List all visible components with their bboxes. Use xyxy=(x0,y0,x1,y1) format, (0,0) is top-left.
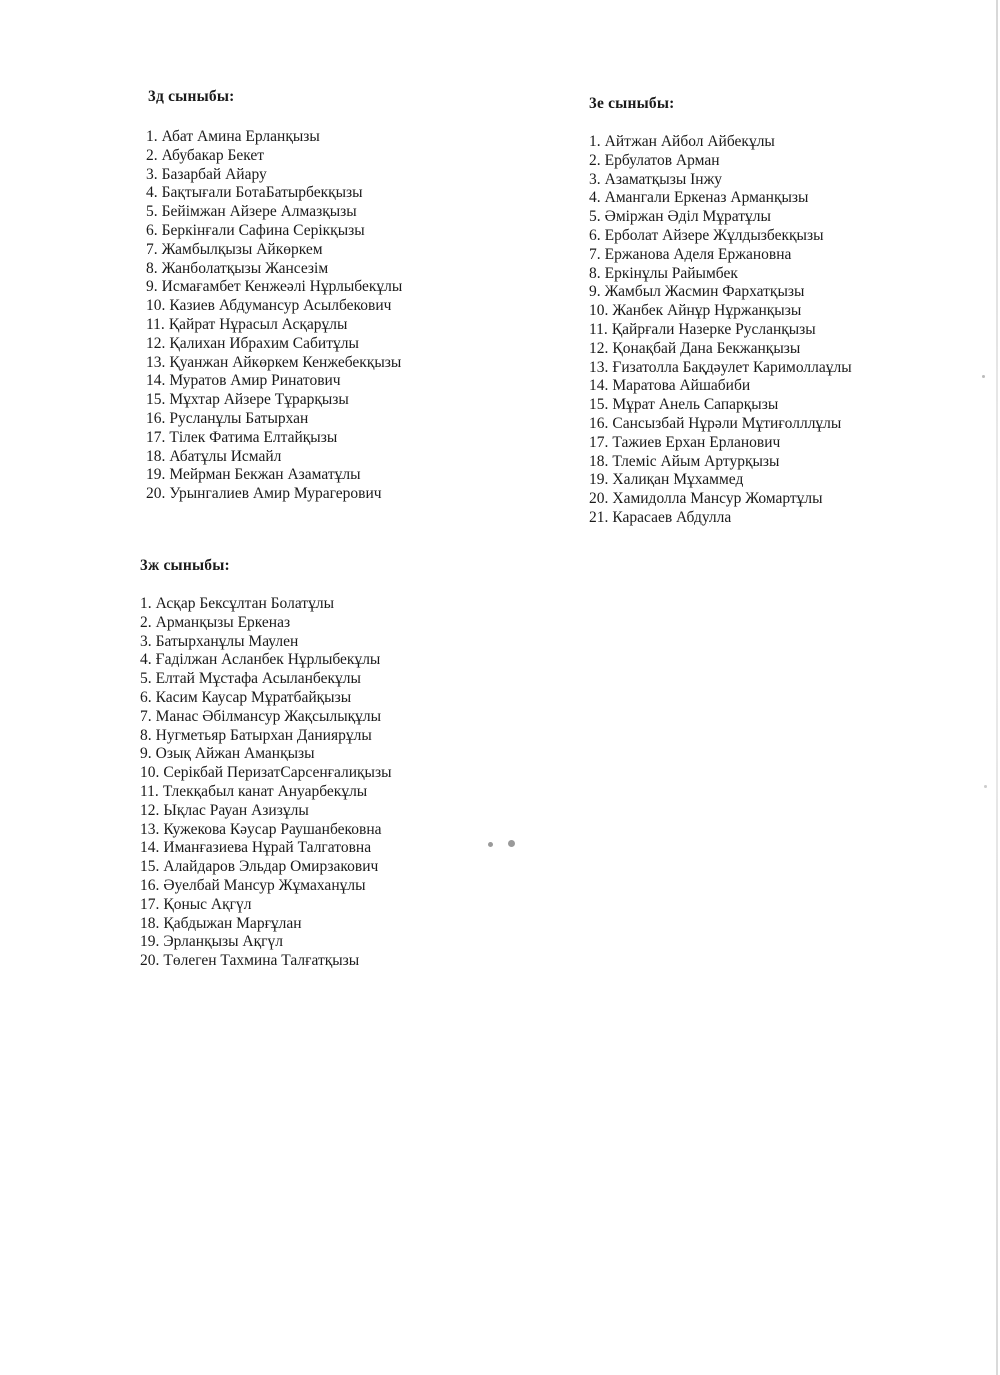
student-number: 5. xyxy=(140,670,152,688)
student-number: 9. xyxy=(140,745,152,763)
list-item xyxy=(589,133,852,152)
list-item xyxy=(589,227,852,246)
student-name: Еркінұлы Райымбек xyxy=(604,264,738,282)
student-number: 19. xyxy=(146,466,166,484)
list-item xyxy=(146,335,402,354)
student-name: Исмағамбет Кенжеәлі Нұрлыбекұлы xyxy=(161,278,403,296)
student-number: 14. xyxy=(140,839,160,857)
list-item xyxy=(140,708,392,727)
student-name: Асқар Бексұлтан Болатұлы xyxy=(155,595,334,612)
student-name: Кужекова Кәусар Раушанбековна xyxy=(163,820,382,838)
student-name: Сансызбай Нұрәли Мұтиғолллұлы xyxy=(612,414,842,432)
list-item xyxy=(589,359,852,378)
student-name: Ғизатолла Бақдәулет Каримоллаұлы xyxy=(612,358,852,376)
list-item xyxy=(140,651,392,670)
list-item xyxy=(140,745,392,764)
student-number: 14. xyxy=(146,372,166,390)
student-name: Абубакар Бекет xyxy=(161,146,265,164)
list-item xyxy=(140,915,392,934)
student-name: Қабдыжан Марғұлан xyxy=(163,914,302,932)
list-item xyxy=(146,429,402,448)
class-heading-3zh: 3ж сыныбы: xyxy=(140,557,230,574)
list-item xyxy=(146,354,402,373)
student-name: Озық Айжан Аманқызы xyxy=(155,745,315,763)
student-name: Маратова Айшабиби xyxy=(612,377,751,395)
list-item xyxy=(146,466,402,485)
student-name: Манас Әбілмансур Жақсылықұлы xyxy=(155,707,382,725)
student-number: 12. xyxy=(140,801,160,819)
student-number: 2. xyxy=(146,146,158,164)
list-item xyxy=(140,802,392,821)
student-number: 4. xyxy=(146,184,158,202)
student-name: Елтай Мұстафа Асыланбекұлы xyxy=(155,670,361,688)
list-item xyxy=(146,203,402,222)
list-item xyxy=(146,222,402,241)
scan-speck xyxy=(982,375,985,378)
list-item xyxy=(140,689,392,708)
student-number: 18. xyxy=(589,452,609,470)
student-number: 13. xyxy=(140,820,160,838)
student-name: Айтжан Айбол Айбекұлы xyxy=(604,133,775,150)
student-name: Мұхтар Айзере Тұрарқызы xyxy=(169,391,349,409)
student-name: Ғаділжан Асланбек Нұрлыбекұлы xyxy=(155,651,381,669)
student-name: Тлекқабыл канат Ануарбекұлы xyxy=(162,782,368,800)
student-number: 20. xyxy=(140,952,160,970)
list-item xyxy=(140,933,392,952)
student-number: 18. xyxy=(140,914,160,932)
list-item xyxy=(140,896,392,915)
list-item xyxy=(140,783,392,802)
student-number: 17. xyxy=(146,428,166,446)
student-number: 10. xyxy=(146,297,166,315)
student-number: 16. xyxy=(589,414,609,432)
student-number: 1. xyxy=(140,595,152,612)
student-name: Эрланқызы Ақгүл xyxy=(163,933,283,951)
student-name: Ербулатов Арман xyxy=(604,151,720,169)
list-item xyxy=(146,260,402,279)
student-name: Абат Амина Ерланқызы xyxy=(161,128,320,145)
list-item xyxy=(589,415,852,434)
student-name: Базарбай Айару xyxy=(161,165,267,183)
student-name: Халиқан Мұхаммед xyxy=(612,471,744,489)
student-number: 15. xyxy=(140,858,160,876)
list-item xyxy=(146,485,402,504)
list-item xyxy=(589,283,852,302)
student-number: 17. xyxy=(589,433,609,451)
list-item xyxy=(589,189,852,208)
student-name: Қоныс Ақгүл xyxy=(163,895,252,913)
student-number: 18. xyxy=(146,447,166,465)
student-name: Алайдаров Эльдар Омирзакович xyxy=(163,858,379,876)
student-name: Мұрат Анель Сапарқызы xyxy=(612,396,779,414)
list-item xyxy=(146,128,402,147)
student-name: Жанбек Айнұр Нұржанқызы xyxy=(612,302,802,320)
student-name: Тажиев Ерхан Ерланович xyxy=(612,433,781,451)
student-number: 3. xyxy=(140,632,152,650)
list-item xyxy=(140,614,392,633)
student-number: 4. xyxy=(589,189,601,207)
student-number: 14. xyxy=(589,377,609,395)
list-item xyxy=(146,278,402,297)
class-heading-3d: 3д сыныбы: xyxy=(148,88,235,105)
list-item xyxy=(146,147,402,166)
student-name: Төлеген Тахмина Талғатқызы xyxy=(163,952,360,970)
list-item xyxy=(589,246,852,265)
list-item xyxy=(140,633,392,652)
student-number: 16. xyxy=(140,876,160,894)
list-item xyxy=(589,321,852,340)
list-item xyxy=(146,410,402,429)
student-name: Арманқызы Еркеназ xyxy=(155,613,291,631)
student-number: 12. xyxy=(589,339,609,357)
student-name: Иманғазиева Нұрай Талгатовна xyxy=(163,839,372,857)
list-item xyxy=(140,764,392,783)
student-number: 1. xyxy=(146,128,158,145)
list-item xyxy=(589,265,852,284)
student-name: Тлеміс Айым Артурқызы xyxy=(612,452,780,470)
student-name: Амангали Еркеназ Арманқызы xyxy=(604,189,809,207)
student-number: 12. xyxy=(146,334,166,352)
list-item xyxy=(589,171,852,190)
list-item xyxy=(589,453,852,472)
scan-speck xyxy=(508,840,515,847)
student-name: Бейімжан Айзере Алмазқызы xyxy=(161,203,357,221)
student-name: Абатұлы Исмайл xyxy=(169,447,282,465)
scan-speck xyxy=(984,785,987,788)
list-item xyxy=(589,302,852,321)
student-name: Қалихан Ибрахим Сабитұлы xyxy=(169,334,359,352)
student-name: Беркінғали Сафина Серікқызы xyxy=(161,221,365,239)
student-name: Қонақбай Дана Бекжанқызы xyxy=(612,339,801,357)
student-name: Батырханұлы Маулен xyxy=(155,632,299,650)
list-item xyxy=(140,877,392,896)
student-name: Қайрат Нұрасыл Асқарұлы xyxy=(168,315,348,333)
list-item xyxy=(146,448,402,467)
student-name: Касим Каусар Мұратбайқызы xyxy=(155,688,352,706)
student-name: Нугметьяр Батырхан Даниярұлы xyxy=(155,726,372,744)
student-name: Хамидолла Мансур Жомартұлы xyxy=(612,490,823,508)
list-item xyxy=(140,595,392,614)
student-name: Әміржан Әділ Мұратұлы xyxy=(604,208,771,226)
student-number: 20. xyxy=(589,490,609,508)
list-item xyxy=(589,152,852,171)
student-name: Бақтығали БотаБатырбекқызы xyxy=(161,184,363,202)
student-number: 10. xyxy=(140,764,160,782)
class-block-3zh xyxy=(140,557,392,971)
student-name: Карасаев Абдулла xyxy=(612,508,732,526)
student-name: Урынгалиев Амир Мурагерович xyxy=(169,485,382,503)
student-number: 4. xyxy=(140,651,152,669)
student-number: 3. xyxy=(146,165,158,183)
student-name: Азаматқызы Інжу xyxy=(604,170,723,188)
student-number: 17. xyxy=(140,895,160,913)
student-number: 15. xyxy=(589,396,609,414)
student-number: 13. xyxy=(589,358,609,376)
student-name: Казиев Абдумансур Асылбекович xyxy=(169,297,392,315)
student-number: 9. xyxy=(589,283,601,301)
student-name: Русланұлы Батырхан xyxy=(169,409,309,427)
list-item xyxy=(146,166,402,185)
student-number: 19. xyxy=(140,933,160,951)
student-name: Ерболат Айзере Жұлдызбекқызы xyxy=(604,226,824,244)
student-number: 15. xyxy=(146,391,166,409)
student-name: Серікбай ПеризатСарсенғалиқызы xyxy=(163,764,392,782)
student-name: Қайрғали Назерке Русланқызы xyxy=(611,320,816,338)
student-list-3d xyxy=(146,128,402,504)
student-number: 10. xyxy=(589,302,609,320)
list-item xyxy=(589,208,852,227)
student-name: Жамбылқызы Айкөркем xyxy=(161,240,323,258)
student-number: 16. xyxy=(146,409,166,427)
list-item xyxy=(140,839,392,858)
student-number: 7. xyxy=(140,707,152,725)
student-number: 6. xyxy=(146,221,158,239)
student-number: 6. xyxy=(589,226,601,244)
student-name: Мейрман Бекжан Азаматұлы xyxy=(169,466,361,484)
list-item xyxy=(140,727,392,746)
student-number: 8. xyxy=(140,726,152,744)
list-item xyxy=(589,471,852,490)
scan-speck xyxy=(488,842,493,847)
student-number: 5. xyxy=(146,203,158,221)
list-item xyxy=(140,952,392,971)
student-number: 13. xyxy=(146,353,166,371)
list-item xyxy=(140,821,392,840)
student-name: Ержанова Аделя Ержановна xyxy=(604,245,792,263)
student-number: 21. xyxy=(589,508,609,526)
student-number: 1. xyxy=(589,133,601,150)
student-number: 19. xyxy=(589,471,609,489)
list-item xyxy=(589,490,852,509)
scan-edge-line xyxy=(996,0,998,1375)
list-item xyxy=(146,391,402,410)
class-block-3e xyxy=(589,95,852,528)
list-item xyxy=(589,396,852,415)
student-name: Тілек Фатима Елтайқызы xyxy=(169,428,338,446)
student-number: 2. xyxy=(589,151,601,169)
student-name: Жамбыл Жасмин Фархатқызы xyxy=(604,283,805,301)
list-item xyxy=(146,297,402,316)
student-number: 11. xyxy=(146,315,165,333)
class-block-3d xyxy=(148,88,402,504)
list-item xyxy=(589,377,852,396)
list-item xyxy=(589,434,852,453)
student-number: 8. xyxy=(589,264,601,282)
student-number: 20. xyxy=(146,485,166,503)
list-item xyxy=(140,670,392,689)
class-heading-3e: 3е сыныбы: xyxy=(589,95,675,112)
student-name: Муратов Амир Ринатович xyxy=(169,372,341,390)
student-number: 7. xyxy=(589,245,601,263)
student-number: 7. xyxy=(146,240,158,258)
student-number: 3. xyxy=(589,170,601,188)
list-item xyxy=(146,372,402,391)
student-number: 6. xyxy=(140,688,152,706)
student-name: Жанболатқызы Жансезім xyxy=(161,259,329,277)
student-list-3zh xyxy=(140,595,392,971)
student-name: Ықлас Рауан Азизұлы xyxy=(163,801,309,819)
student-number: 11. xyxy=(140,782,159,800)
list-item xyxy=(589,340,852,359)
list-item xyxy=(146,184,402,203)
student-list-3e xyxy=(589,133,852,528)
list-item xyxy=(146,241,402,260)
list-item xyxy=(589,509,852,528)
student-number: 8. xyxy=(146,259,158,277)
student-name: Әуелбай Мансур Жұмаханұлы xyxy=(163,876,366,894)
student-name: Қуанжан Айкөркем Кенжебекқызы xyxy=(169,353,402,371)
list-item xyxy=(140,858,392,877)
student-number: 5. xyxy=(589,208,601,226)
list-item xyxy=(146,316,402,335)
student-number: 9. xyxy=(146,278,158,296)
student-number: 11. xyxy=(589,320,608,338)
student-number: 2. xyxy=(140,613,152,631)
